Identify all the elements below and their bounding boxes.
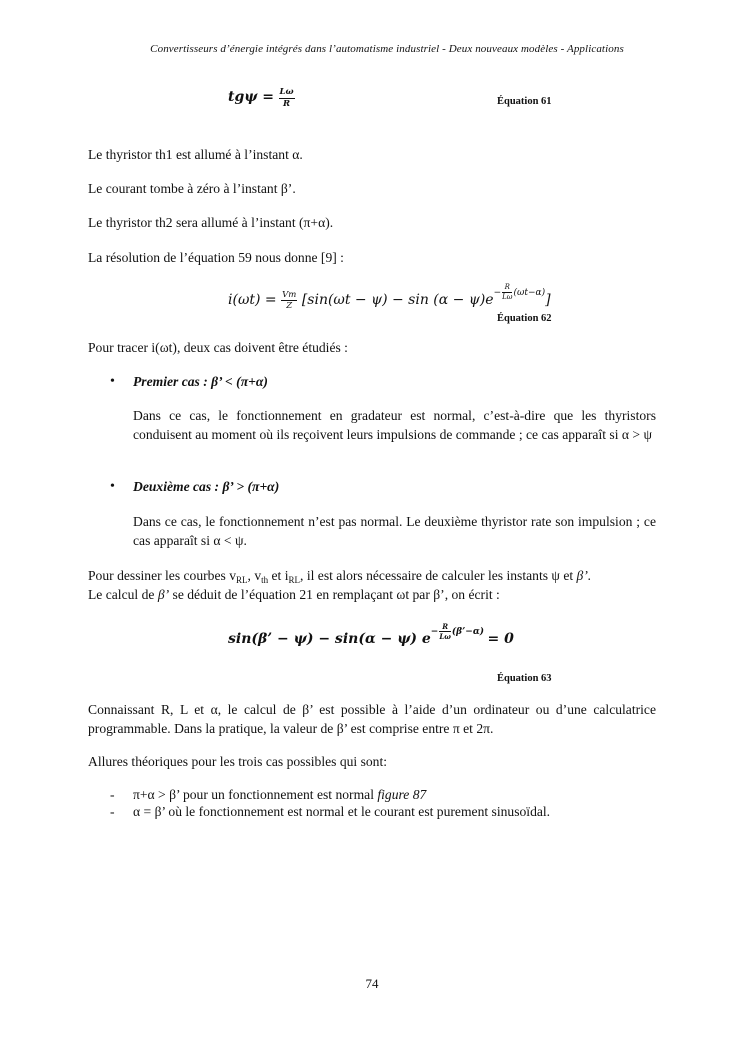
case-2-title: Deuxième cas : β’ > (π+α) (133, 479, 280, 494)
eq63-rhs: = 0 (487, 631, 514, 647)
curves-beta: β’. (576, 568, 592, 583)
paragraph-resolution: La résolution de l’équation 59 nous donne [9] : (88, 250, 344, 265)
calc-text-2: se déduit de l’équation 21 en remplaçant ωt par β’, on écrit : (169, 587, 500, 602)
eq62-exp-tail: (ωt−α) (513, 288, 546, 298)
equation-62 (228, 284, 551, 311)
curves-sub-3: RL (288, 575, 301, 585)
equation-61-label: Équation 61 (497, 96, 552, 107)
eq62-exponent (494, 284, 546, 301)
eq63-exp-denominator: Lω (439, 632, 451, 641)
eq62-close: ] (545, 292, 551, 308)
paragraph-shapes: Allures théoriques pour les trois cas possibles qui sont: (88, 754, 388, 769)
list-dash-1: - (110, 787, 115, 802)
list-item-2: α = β’ où le fonctionnement est normal et le courant est purement sinusoïdal. (133, 804, 551, 819)
eq61-numerator: Lω (279, 87, 294, 97)
list-item-1-text: π+α > β’ pour un fonctionnement est normal (133, 787, 378, 802)
calc-text-1: Le calcul de (88, 587, 158, 602)
eq61-denominator: R (283, 98, 291, 109)
eq62-exp-denominator: Lω (502, 293, 513, 301)
equation-63 (228, 623, 514, 648)
eq63-lhs: sin(β’ − ψ) − sin(α − ψ) e (228, 631, 431, 647)
paragraph-th1: Le thyristor th1 est allumé à l’instant α. (88, 147, 303, 162)
eq63-exp-sign: − (430, 627, 439, 637)
eq62-body: [sin(ωt − ψ) − sin (α − ψ)e (301, 292, 494, 308)
figure-87-ref: figure 87 (377, 787, 427, 802)
case-2-text: Dans ce cas, le fonctionnement n’est pas normal. Le deuxième thyristor rate son impulsion ; ce cas apparaît si α < ψ. (133, 514, 656, 548)
bullet-dot-icon: • (110, 479, 115, 494)
paragraph-curves (88, 566, 656, 604)
paragraph-two-cases: Pour tracer i(ωt), deux cas doivent être étudiés : (88, 340, 348, 355)
calc-beta: β’ (157, 587, 170, 602)
page-number: 74 (365, 976, 379, 991)
eq62-exp-sign: − (493, 288, 502, 298)
case-1-title: Premier cas : β’ < (π+α) (133, 374, 268, 389)
paragraph-current-zero: Le courant tombe à zéro à l’instant β’. (88, 181, 296, 196)
eq63-exponent (431, 623, 484, 640)
bullet-case-1 (110, 373, 115, 390)
eq62-denominator: Z (286, 301, 293, 312)
list-dash-2: - (110, 804, 115, 819)
eq63-exp-numerator: R (439, 623, 451, 632)
curves-text-1: Pour dessiner les courbes v (88, 568, 236, 583)
eq62-numerator: Vm (282, 289, 297, 300)
case-1-text: Dans ce cas, le fonctionnement en gradateur est normal, c’est-à-dire que les thyristors conduisent au moment où ils reçoivent leurs impulsions de commande ; ce cas apparaît si α > ψ (133, 408, 656, 442)
bullet-case-2 (110, 478, 115, 495)
eq61-lhs: tgψ = (228, 89, 275, 106)
list-item-1 (133, 787, 426, 803)
equation-63-label: Équation 63 (497, 673, 552, 684)
eq62-exp-fraction (502, 284, 512, 301)
eq63-exp-fraction (439, 623, 451, 640)
equation-61 (228, 88, 296, 108)
eq61-fraction (279, 88, 295, 108)
curves-text-3: et i (268, 568, 289, 583)
eq62-fraction (281, 291, 297, 311)
running-header: Convertisseurs d’énergie intégrés dans l’automatisme industriel - Deux nouveaux modèles - Applications (150, 43, 624, 55)
curves-text-2: , v (247, 568, 262, 583)
equation-62-label: Équation 62 (497, 313, 552, 324)
eq63-exp-tail: (β’−α) (451, 627, 485, 637)
paragraph-computation: Connaissant R, L et α, le calcul de β’ est possible à l’aide d’un ordinateur ou d’une calculatrice programmable. Dans la pratique, la valeur de β’ est comprise entre π et 2π. (88, 702, 656, 736)
eq62-lhs: i(ωt) = (228, 292, 277, 308)
curves-sub-1: RL (236, 575, 248, 585)
eq62-exp-numerator: R (502, 284, 512, 293)
bullet-dot-icon: • (110, 374, 115, 389)
curves-text-4: , il est alors nécessaire de calculer les instants ψ et (300, 568, 577, 583)
paragraph-th2: Le thyristor th2 sera allumé à l’instant (π+α). (88, 215, 334, 230)
curves-sub-2: th (261, 575, 269, 585)
